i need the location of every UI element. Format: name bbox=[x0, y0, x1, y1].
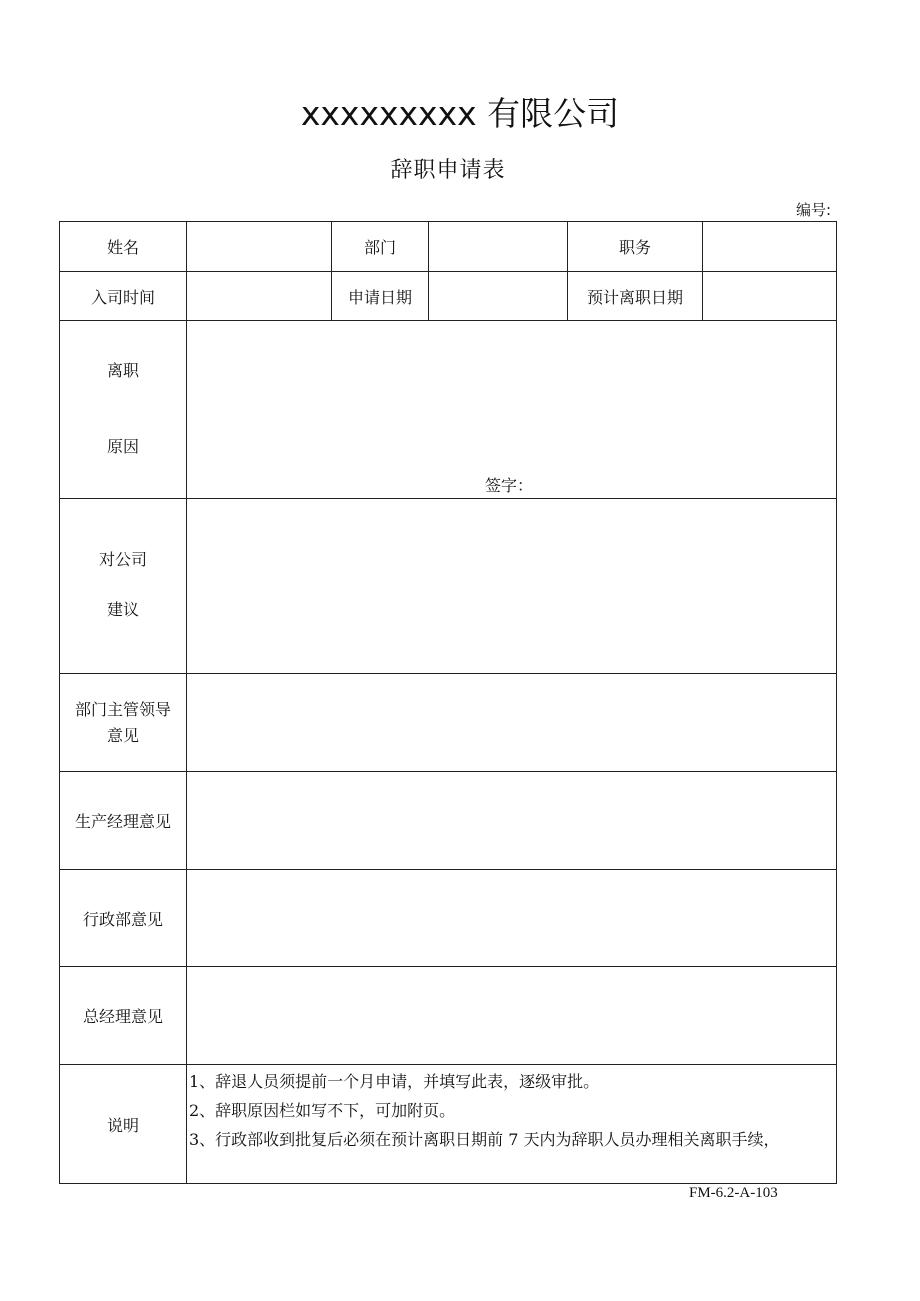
department-label: 部门 bbox=[332, 222, 429, 272]
expected-leave-date-label: 预计离职日期 bbox=[568, 272, 703, 321]
expected-leave-date-field[interactable] bbox=[703, 272, 837, 321]
dept-head-opinion-label bbox=[60, 674, 187, 772]
dept-head-opinion-line1: 部门主管领导 bbox=[74, 699, 171, 719]
row-dept-head-opinion bbox=[60, 674, 837, 772]
row-admin-dept-opinion bbox=[60, 870, 837, 967]
reason-label bbox=[60, 321, 187, 499]
signature-label: 签字： bbox=[485, 476, 534, 495]
notes-label: 说明 bbox=[60, 1065, 187, 1184]
apply-date-field[interactable] bbox=[429, 272, 568, 321]
production-manager-opinion-label: 生产经理意见 bbox=[60, 772, 187, 870]
position-label: 职务 bbox=[568, 222, 703, 272]
row-production-manager-opinion bbox=[60, 772, 837, 870]
reason-label-line2: 原因 bbox=[106, 437, 139, 456]
form-title: 辞职申请表 bbox=[390, 158, 506, 183]
reason-field[interactable] bbox=[187, 321, 837, 499]
note-item: 1、辞退人员须提前一个月申请，并填写此表，逐级审批。 bbox=[189, 1072, 600, 1091]
serial-number-label: 编号: bbox=[796, 201, 832, 219]
form-code: FM-6.2-A-103 bbox=[689, 1185, 778, 1201]
resignation-form-table bbox=[59, 221, 837, 1184]
department-field[interactable] bbox=[429, 222, 568, 272]
production-manager-opinion-field[interactable] bbox=[187, 772, 837, 870]
join-date-field[interactable] bbox=[187, 272, 332, 321]
dept-head-opinion-field[interactable] bbox=[187, 674, 837, 772]
row-notes bbox=[60, 1065, 837, 1184]
suggestion-label-line2: 建议 bbox=[106, 599, 139, 619]
suggestion-label bbox=[60, 499, 187, 674]
note-item: 3、行政部收到批复后必须在预计离职日期前 7 天内为辞职人员办理相关离职手续， bbox=[189, 1130, 780, 1149]
reason-label-line1: 离职 bbox=[106, 361, 139, 380]
row-reason bbox=[60, 321, 837, 499]
general-manager-opinion-field[interactable] bbox=[187, 967, 837, 1065]
note-item: 2、辞职原因栏如写不下，可加附页。 bbox=[189, 1101, 456, 1120]
admin-dept-opinion-field[interactable] bbox=[187, 870, 837, 967]
row-suggestion bbox=[60, 499, 837, 674]
row-dates bbox=[60, 272, 837, 321]
admin-dept-opinion-label: 行政部意见 bbox=[60, 870, 187, 967]
row-general-manager-opinion bbox=[60, 967, 837, 1065]
general-manager-opinion-label: 总经理意见 bbox=[60, 967, 187, 1065]
notes-content bbox=[187, 1065, 837, 1184]
position-field[interactable] bbox=[703, 222, 837, 272]
company-name: xxxxxxxxx 有限公司 bbox=[300, 94, 620, 133]
dept-head-opinion-line2: 意见 bbox=[106, 725, 139, 745]
join-date-label: 入司时间 bbox=[60, 272, 187, 321]
row-basic-info bbox=[60, 222, 837, 272]
suggestion-label-line1: 对公司 bbox=[98, 549, 147, 569]
name-field[interactable] bbox=[187, 222, 332, 272]
apply-date-label: 申请日期 bbox=[332, 272, 429, 321]
name-label: 姓名 bbox=[60, 222, 187, 272]
suggestion-field[interactable] bbox=[187, 499, 837, 674]
